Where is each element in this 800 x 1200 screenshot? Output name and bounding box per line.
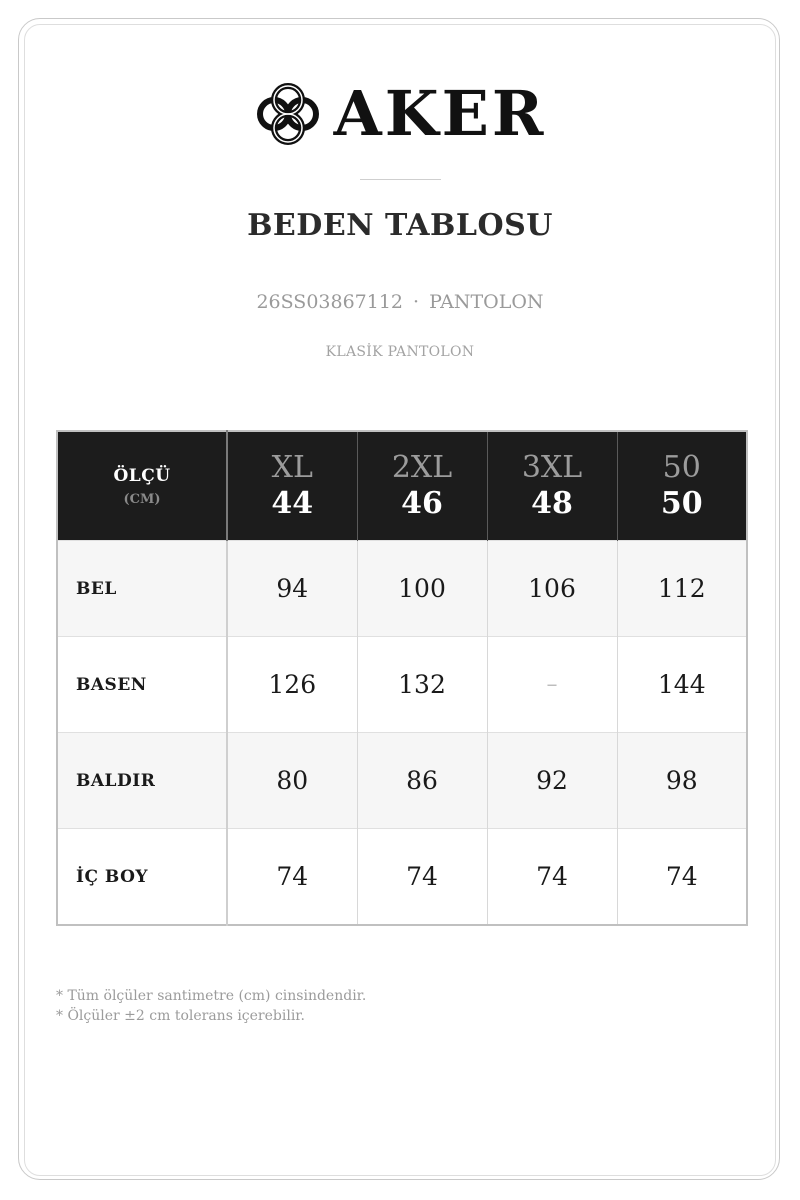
size-table	[56, 430, 748, 926]
brand-name: AKER	[333, 77, 547, 150]
table-cell: 98	[617, 733, 747, 829]
table-cell: 106	[487, 541, 617, 637]
header-size-number: 48	[531, 485, 573, 521]
header-size-label: XL	[271, 449, 313, 485]
product-meta	[0, 291, 800, 313]
table-cell: 74	[617, 829, 747, 926]
table-cell: 74	[487, 829, 617, 926]
product-subtitle: KLASİK PANTOLON	[325, 344, 475, 360]
table-cell: 112	[617, 541, 747, 637]
table-cell: 132	[357, 637, 487, 733]
knot-logo-icon	[254, 80, 322, 148]
header-size-label: 2XL	[391, 449, 453, 485]
header-size-number: 46	[401, 485, 443, 521]
table-cell: 94	[227, 541, 357, 637]
meta-separator: ·	[413, 291, 420, 313]
header-size-label: 50	[662, 449, 701, 485]
table-row	[57, 829, 747, 926]
row-label: BALDIR	[57, 733, 227, 829]
header-size-label: 3XL	[521, 449, 583, 485]
table-cell: 86	[357, 733, 487, 829]
footnote: * Ölçüler ±2 cm tolerans içerebilir.	[56, 1008, 305, 1024]
header-size-cell	[487, 431, 617, 541]
header-size-cell	[227, 431, 357, 541]
header-measure-label: ÖLÇÜ	[113, 465, 171, 486]
table-cell: 74	[227, 829, 357, 926]
header-size-number: 50	[660, 485, 703, 521]
header-size-cell	[357, 431, 487, 541]
table-row	[57, 637, 747, 733]
table-header-row	[57, 431, 747, 541]
table-cell: 126	[227, 637, 357, 733]
table-cell: 80	[227, 733, 357, 829]
table-row	[57, 541, 747, 637]
brand-logo	[0, 78, 800, 150]
footnote: * Tüm ölçüler santimetre (cm) cinsindendir.	[56, 988, 367, 1004]
title-divider	[360, 179, 441, 180]
table-row	[57, 733, 747, 829]
product-category: PANTOLON	[429, 291, 544, 313]
header-size-cell	[617, 431, 747, 541]
footnotes	[56, 986, 746, 1026]
row-label: BASEN	[57, 637, 227, 733]
product-code: 26SS03867112	[256, 291, 404, 313]
table-cell: 92	[487, 733, 617, 829]
header-size-number: 44	[271, 485, 314, 521]
row-label: İÇ BOY	[57, 829, 227, 926]
table-cell-empty: –	[487, 637, 617, 733]
table-cell: 100	[357, 541, 487, 637]
table-cell: 144	[617, 637, 747, 733]
header-measure-unit: (CM)	[123, 491, 161, 507]
row-label: BEL	[57, 541, 227, 637]
header-measure-cell	[57, 431, 227, 541]
page-title: BEDEN TABLOSU	[247, 208, 553, 243]
table-cell: 74	[357, 829, 487, 926]
